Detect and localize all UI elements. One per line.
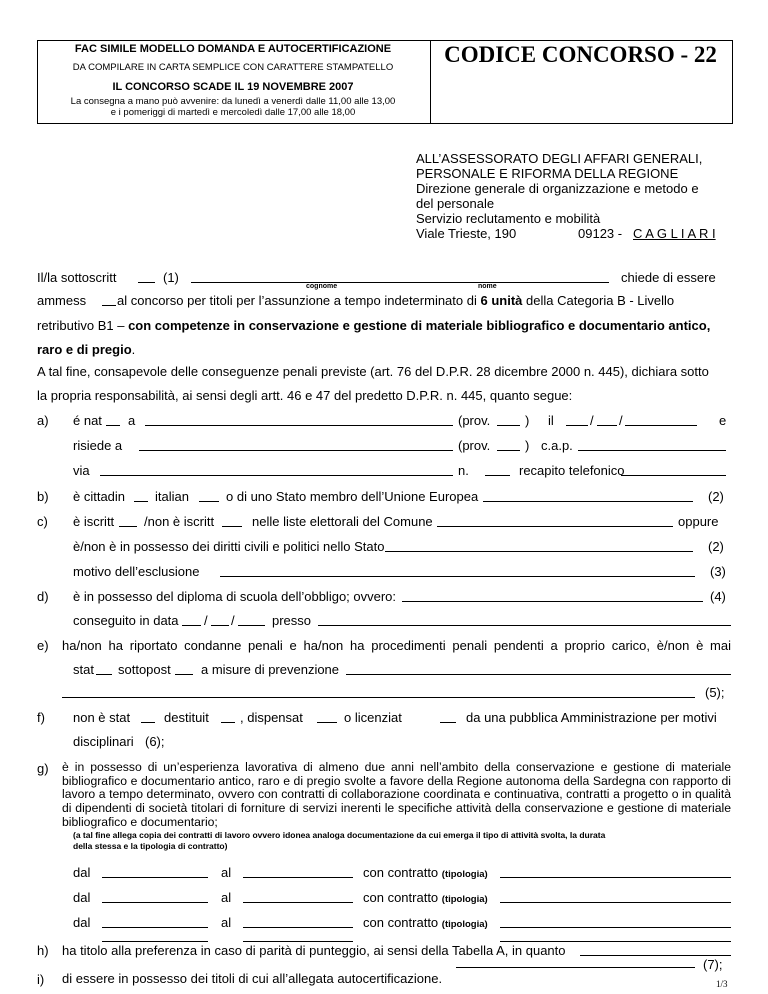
item-a-il: il: [548, 413, 554, 428]
diploma-slash-1: /: [204, 613, 208, 628]
item-c-iscritt: è iscritt: [73, 514, 115, 529]
item-e-text: ha/non ha riportato condanne penali e ha/non ha procedimenti penali pendenti a proprio carico, è/non è mai: [62, 638, 731, 653]
sottopost-suffix-field[interactable]: [175, 663, 193, 675]
misure-field[interactable]: [346, 663, 731, 675]
item-a-prov: (prov.: [458, 413, 491, 428]
cittadin-suffix-field[interactable]: [134, 490, 148, 502]
item-i-letter: i): [37, 972, 45, 987]
item-f-letter: f): [37, 710, 45, 725]
address-line-4: del personale: [416, 196, 495, 211]
item-a-via: via: [73, 463, 90, 478]
nat-suffix-field[interactable]: [106, 414, 120, 426]
diploma-month-field[interactable]: [211, 614, 229, 626]
categoria-label: della Categoria B - Livello: [526, 293, 675, 308]
address-street: Viale Trieste, 190: [416, 226, 517, 241]
raro-period: .: [131, 342, 136, 357]
item-a-a: a: [128, 413, 136, 428]
g-row-1-type-field[interactable]: [500, 866, 731, 878]
preference-continuation-line[interactable]: [456, 967, 695, 968]
item-f-motivi: da una pubblica Amministrazione per motivi: [466, 710, 717, 725]
g-row-1-al: al: [221, 865, 232, 880]
item-g-note-2: della stessa e la tipologia di contratto): [73, 841, 228, 851]
street-number-field[interactable]: [485, 464, 510, 476]
item-d-text: è in possesso del diploma di scuola dell’obbligo; ovvero:: [73, 589, 397, 604]
item-a-cap: c.a.p.: [541, 438, 573, 453]
g-row-1-tipologia: (tipologia): [441, 869, 488, 880]
note-1: (1): [163, 270, 179, 285]
ammess-label: ammess: [37, 293, 87, 308]
item-a-paren-2: ): [525, 438, 530, 453]
item-c-letter: c): [37, 514, 48, 529]
g-row-3-from-field[interactable]: [102, 916, 208, 928]
item-h-text: ha titolo alla preferenza in caso di parità di punteggio, ai sensi della Tabella A, in quanto: [62, 943, 566, 958]
item-a-prov-2: (prov.: [458, 438, 491, 453]
residence-province-field[interactable]: [497, 439, 520, 451]
address-line-5: Servizio reclutamento e mobilità: [416, 211, 601, 226]
foreign-state-field[interactable]: [385, 540, 693, 552]
item-b-letter: b): [37, 489, 49, 504]
diploma-day-field[interactable]: [182, 614, 201, 626]
concorso-text: [117, 293, 730, 309]
address-line-1: ALL’ASSESSORATO DEGLI AFFARI GENERALI,: [416, 151, 703, 166]
item-h-note: (7);: [703, 957, 723, 972]
gender-suffix-field[interactable]: [138, 271, 155, 283]
header-delivery-2: e i pomeriggi di martedì e mercoledì dalle 17,00 alle 18,00: [110, 107, 356, 118]
item-f-disciplinari: disciplinari: [73, 734, 134, 749]
g-row-2-from-field[interactable]: [102, 891, 208, 903]
fine-line-1: A tal fine, consapevole delle conseguenze penali previste (art. 76 del D.P.R. 28 dicembre 2000 n. 445), dichiara sotto: [37, 364, 709, 379]
header-delivery-1: La consegna a mano può avvenire: da lunedì a venerdì dalle 11,00 alle 13,00: [70, 96, 396, 107]
dispensat-suffix-field[interactable]: [317, 711, 337, 723]
item-a-e: e: [719, 413, 727, 428]
g-row-1-dal: dal: [73, 865, 91, 880]
name-field[interactable]: [191, 271, 609, 283]
g-row-2-contratto-label: con contratto: [363, 890, 439, 905]
g-row-2-tipologia: (tipologia): [441, 894, 488, 905]
item-g-text: è in possesso di un’esperienza lavorativa di almeno due anni nell’ambito della conservazione e gestione di materiale bibliografico e documentario antico, raro e di pregio svolte a favore della Regione autonoma della Sardegna con rapporto di lavoro a tempo determinato, ovvero con contratti di collaborazione coordinata e continuativa, contratti a progetto o in qualità di dipendenti di società titolari di forniture di servizi inerenti le specifiche attività della conservazione e gestione di materiale bibliografico e documentario;: [62, 760, 731, 829]
g-row-4-to-line[interactable]: [243, 941, 353, 942]
raro-line: [37, 342, 135, 358]
header-deadline: IL CONCORSO SCADE IL 19 NOVEMBRE 2007: [112, 81, 354, 93]
birth-day-field[interactable]: [566, 414, 588, 426]
item-b-cittadin: è cittadin: [73, 489, 126, 504]
g-row-1-to-field[interactable]: [243, 866, 353, 878]
item-a-risiede: risiede a: [73, 438, 123, 453]
cognome-caption: cognome: [306, 283, 338, 290]
item-h-letter: h): [37, 943, 49, 958]
item-b-italian: italian: [155, 489, 189, 504]
italian-suffix-field[interactable]: [199, 490, 219, 502]
item-a-n: n.: [458, 463, 469, 478]
unita-label: 6 unità: [480, 293, 523, 308]
item-e-letter: e): [37, 638, 49, 653]
g-row-2-type-field[interactable]: [500, 891, 731, 903]
diploma-field[interactable]: [402, 590, 703, 602]
item-d-letter: d): [37, 589, 49, 604]
address-line-2: PERSONALE E RIFORMA DELLA REGIONE: [416, 166, 679, 181]
item-e-misure: a misure di prevenzione: [201, 662, 340, 677]
g-row-4-type-line[interactable]: [500, 941, 731, 942]
header-title: FAC SIMILE MODELLO DOMANDA E AUTOCERTIFICAZIONE: [74, 43, 392, 55]
g-row-3-al: al: [221, 915, 232, 930]
g-row-1-from-field[interactable]: [102, 866, 208, 878]
non-iscritt-suffix-field[interactable]: [222, 515, 242, 527]
contest-code: CODICE CONCORSO - 22: [444, 42, 717, 67]
item-c-note-3: (3): [710, 564, 726, 579]
header-instruction: DA COMPILARE IN CARTA SEMPLICE CON CARATTERE STAMPATELLO: [72, 62, 394, 73]
diploma-school-field[interactable]: [318, 614, 731, 626]
item-e-stat: stat: [73, 662, 94, 677]
item-b-stato: o di uno Stato membro dell’Unione Europea: [226, 489, 479, 504]
fine-line-2: la propria responsabilità, ai sensi degli artt. 46 e 47 del predetto D.P.R. n. 445, quanto segue:: [37, 388, 573, 403]
destituit-suffix-field[interactable]: [221, 711, 235, 723]
item-c-non-iscritt: /non è iscritt: [144, 514, 215, 529]
preference-field[interactable]: [580, 944, 731, 956]
phone-field[interactable]: [621, 464, 726, 476]
item-e-note: (5);: [705, 685, 725, 700]
licenziat-suffix-field[interactable]: [440, 711, 456, 723]
item-f-destituit: destituit: [164, 710, 209, 725]
item-d-note: (4): [710, 589, 726, 604]
exclusion-reason-field[interactable]: [220, 565, 695, 577]
item-g-letter: g): [37, 761, 49, 776]
item-b-note: (2): [708, 489, 724, 504]
raro-label: raro e di pregio: [37, 342, 132, 357]
chiede-label: chiede di essere: [621, 270, 716, 285]
g-row-4-from-line[interactable]: [102, 941, 208, 942]
address-city: C A G L I A R I: [633, 226, 716, 241]
item-a-tel: recapito telefonico: [519, 463, 625, 478]
eu-state-field[interactable]: [483, 490, 693, 502]
birthplace-field[interactable]: [145, 414, 453, 426]
g-row-2-to-field[interactable]: [243, 891, 353, 903]
sottoscritt-label: Il/la sottoscritt: [37, 270, 117, 285]
item-c-motivo: motivo dell’esclusione: [73, 564, 200, 579]
g-row-3-contratto: [363, 915, 488, 933]
item-f-licenziat: o licenziat: [344, 710, 402, 725]
g-row-3-contratto-label: con contratto: [363, 915, 439, 930]
birth-slash-2: /: [619, 413, 623, 428]
diploma-slash-2: /: [231, 613, 235, 628]
item-i-text: di essere in possesso dei titoli di cui all’allegata autocertificazione.: [62, 971, 443, 986]
comune-field[interactable]: [437, 515, 673, 527]
birth-month-field[interactable]: [597, 414, 617, 426]
misure-continuation-field[interactable]: [62, 686, 695, 698]
item-a-letter: a): [37, 413, 49, 428]
page-number: 1/3: [716, 979, 728, 989]
item-c-diritti: è/non è in possesso dei diritti civili e politici nello Stato: [73, 539, 385, 554]
g-row-2-al: al: [221, 890, 232, 905]
item-c-liste: nelle liste elettorali del Comune: [252, 514, 433, 529]
item-e-sottopost: sottopost: [118, 662, 171, 677]
g-row-3-dal: dal: [73, 915, 91, 930]
street-field[interactable]: [100, 464, 453, 476]
competenze-line: [37, 318, 710, 334]
birth-year-field[interactable]: [625, 414, 697, 426]
stat-suffix-field[interactable]: [96, 663, 112, 675]
item-a-paren: ): [525, 413, 530, 428]
address-line-3: Direzione generale di organizzazione e metodo e: [416, 181, 699, 196]
iscritt-suffix-field[interactable]: [119, 515, 137, 527]
item-d-conseguito: conseguito in data: [73, 613, 179, 628]
item-f-dispensat: , dispensat: [240, 710, 303, 725]
g-row-2-dal: dal: [73, 890, 91, 905]
g-row-1-contratto-label: con contratto: [363, 865, 439, 880]
retributivo-label: retributivo B1 –: [37, 318, 125, 333]
diploma-year-field[interactable]: [238, 614, 265, 626]
birth-slash-1: /: [590, 413, 594, 428]
f-stat-suffix-field[interactable]: [141, 711, 155, 723]
g-row-1-contratto: [363, 865, 488, 883]
cap-field[interactable]: [578, 439, 726, 451]
item-d-presso: presso: [272, 613, 312, 628]
nome-caption: nome: [478, 283, 497, 290]
item-c-note-2: (2): [708, 539, 724, 554]
item-c-oppure: oppure: [678, 514, 719, 529]
residence-field[interactable]: [139, 439, 453, 451]
g-row-3-tipologia: (tipologia): [441, 919, 488, 930]
g-row-3-to-field[interactable]: [243, 916, 353, 928]
concorso-label: al concorso per titoli per l’assunzione a tempo indeterminato di: [117, 293, 477, 308]
item-a-nat: é nat: [73, 413, 102, 428]
item-g-note-1: (a tal fine allega copia dei contratti di lavoro ovvero idonea analoga documentazione da cui emerga il tipo di attività svolta, la durata: [73, 830, 606, 840]
item-f-stat: non è stat: [73, 710, 131, 725]
item-f-note: (6);: [145, 734, 165, 749]
birth-province-field[interactable]: [497, 414, 520, 426]
address-cap: 09123 -: [578, 226, 623, 241]
g-row-2-contratto: [363, 890, 488, 908]
competenze-label: con competenze in conservazione e gestione di materiale bibliografico e documentario antico,: [128, 318, 711, 333]
g-row-3-type-field[interactable]: [500, 916, 731, 928]
ammess-suffix-field[interactable]: [102, 294, 116, 306]
